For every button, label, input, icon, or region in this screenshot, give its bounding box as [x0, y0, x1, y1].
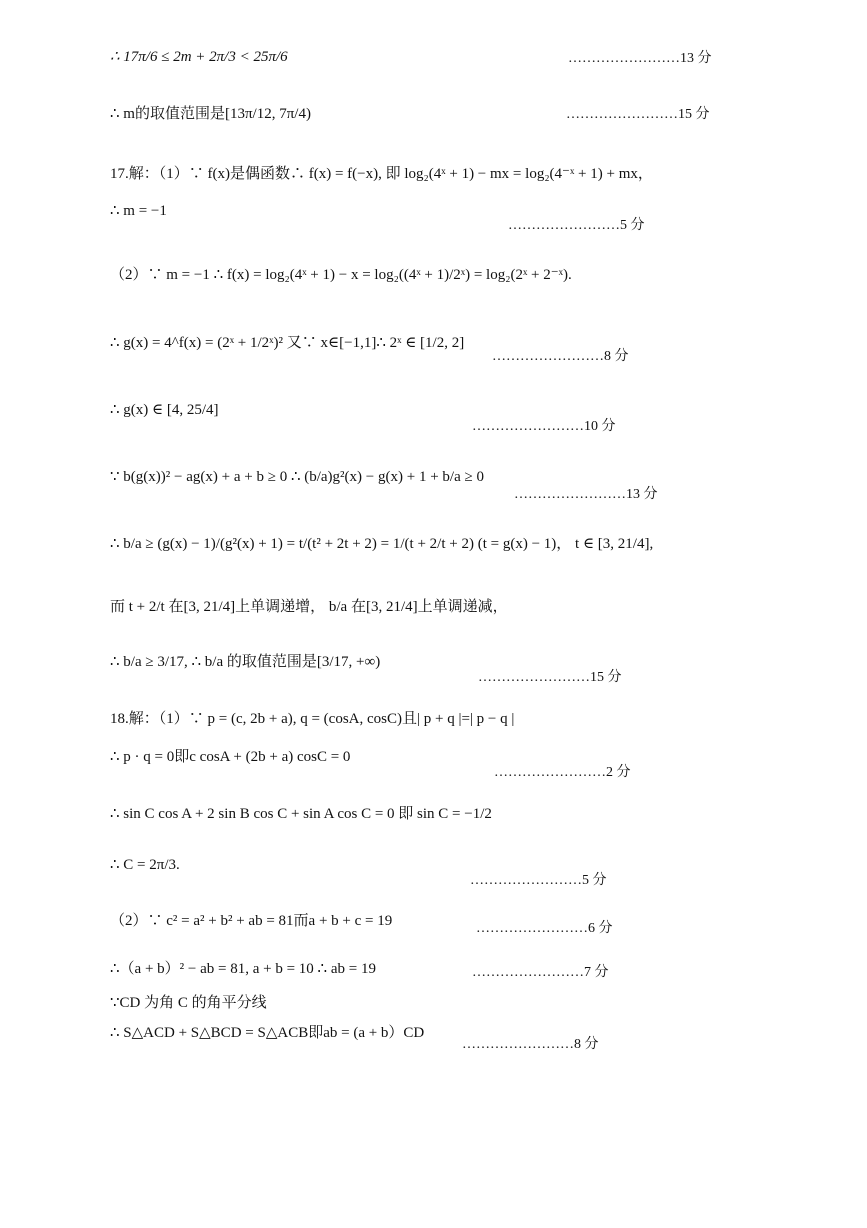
- q17-part2: （2）∵ m = −1 ∴ f(x) = log₂(4ˣ + 1) − x = log₂((4ˣ + 1)/2ˣ) = log₂(2ˣ + 2⁻ˣ).: [110, 267, 572, 283]
- score-10: ……………………10 分: [472, 419, 616, 434]
- m-range-line: ∴ m的取值范围是[13π/12, 7π/4): [110, 106, 311, 122]
- inequality-line: ∴ 17π/6 ≤ 2m + 2π/3 < 25π/6: [110, 49, 288, 65]
- angle-c: ∴ C = 2π/3.: [110, 857, 180, 873]
- score-7: ……………………7 分: [472, 965, 609, 980]
- score-8: ……………………8 分: [492, 349, 629, 364]
- inequality-transform: ∵ b(g(x))² − ag(x) + a + b ≥ 0 ∴ (b/a)g²(x) − g(x) + 1 + b/a ≥ 0: [110, 469, 484, 485]
- score-5b: ……………………5 分: [470, 873, 607, 888]
- g-definition: ∴ g(x) = 4^f(x) = (2ˣ + 1/2ˣ)² 又∵ x∈[−1,1]∴ 2ˣ ∈ [1/2, 2]: [110, 335, 465, 351]
- score-8b: ……………………8 分: [462, 1037, 599, 1052]
- score-15b: ……………………15 分: [478, 670, 622, 685]
- monotonicity: 而 t + 2/t 在[3, 21/4]上单调递增， b/a 在[3, 21/4]上单调递减，: [110, 599, 508, 615]
- score-2: ……………………2 分: [494, 765, 631, 780]
- q18-part1: 18.解：（1）∵ p = (c, 2b + a), q = (cosA, cosC)且| p + q |=| p − q |: [110, 711, 515, 727]
- score-15: ……………………15 分: [566, 107, 710, 122]
- ratio-bound: ∴ b/a ≥ (g(x) − 1)/(g²(x) + 1) = t/(t² + 2t + 2) = 1/(t + 2/t + 2) (t = g(x) − 1)， t ∈ [3, 21/4],: [110, 536, 654, 552]
- sin-equation: ∴ sin C cos A + 2 sin B cos C + sin A cos C = 0 即 sin C = −1/2: [110, 806, 492, 822]
- score-6: ……………………6 分: [476, 921, 613, 936]
- ab-value: ∴（a + b）² − ab = 81, a + b = 10 ∴ ab = 19: [110, 961, 376, 977]
- score-13b: ……………………13 分: [514, 487, 658, 502]
- m-value: ∴ m = −1: [110, 203, 167, 219]
- g-range: ∴ g(x) ∈ [4, 25/4]: [110, 402, 219, 418]
- q18-part2: （2）∵ c² = a² + b² + ab = 81而a + b + c = 19: [110, 913, 393, 929]
- dot-product: ∴ p · q = 0即c cosA + (2b + a) cosC = 0: [110, 749, 351, 765]
- ratio-range: ∴ b/a ≥ 3/17, ∴ b/a 的取值范围是[3/17, +∞): [110, 654, 381, 670]
- q17-part1: 17.解：（1）∵ f(x)是偶函数∴ f(x) = f(−x), 即 log₂(4ˣ + 1) − mx = log₂(4⁻ˣ + 1) + mx，: [110, 166, 653, 182]
- score-13: ……………………13 分: [568, 51, 712, 66]
- score-5: ……………………5 分: [508, 218, 645, 233]
- area-relation: ∴ S△ACD + S△BCD = S△ACB即ab = (a + b）CD: [110, 1025, 425, 1041]
- angle-bisector: ∵CD 为角 C 的角平分线: [110, 995, 267, 1011]
